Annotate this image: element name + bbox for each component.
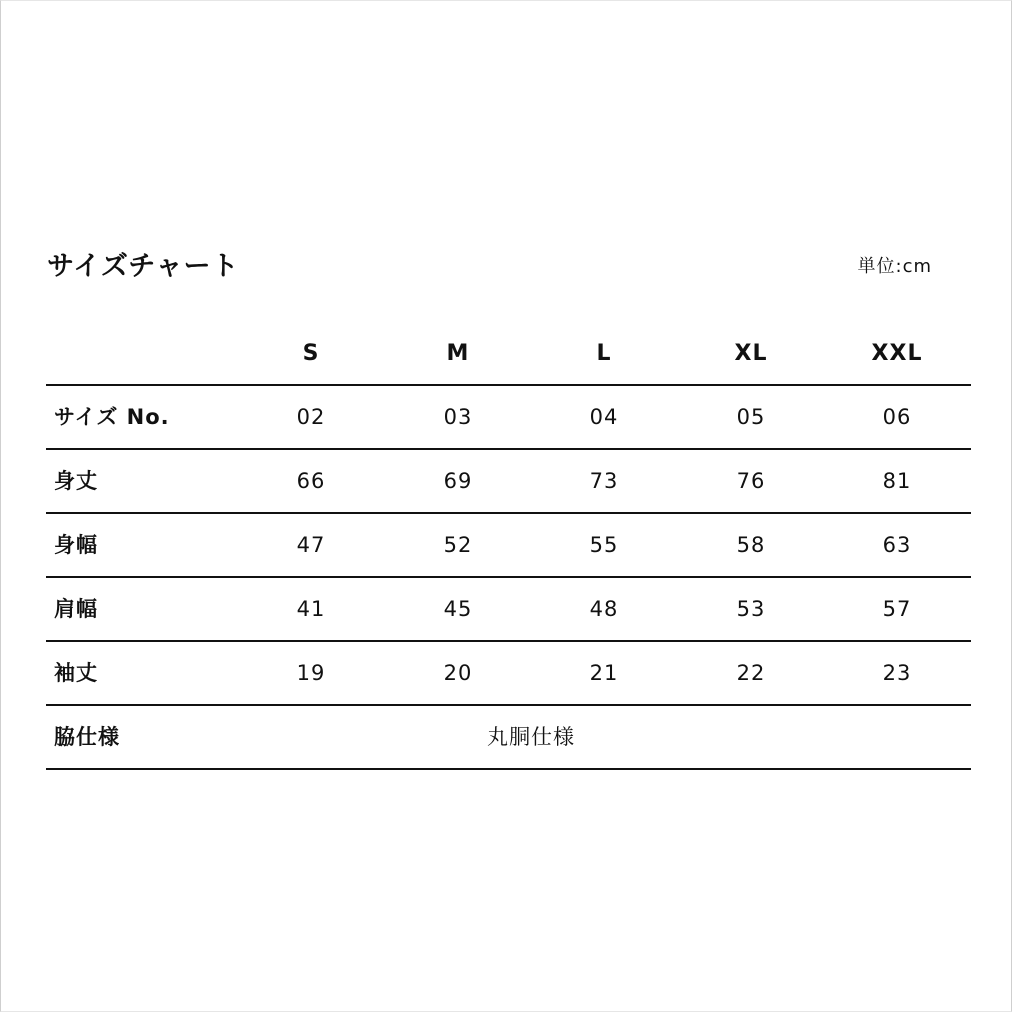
table-cell: 21	[589, 661, 619, 685]
table-cell: 63	[882, 533, 912, 557]
table-cell: 69	[443, 469, 473, 493]
row-label: サイズ No.	[54, 405, 170, 429]
table-cell: 45	[443, 597, 473, 621]
table-cell: 02	[296, 405, 326, 429]
table-row	[46, 706, 971, 770]
table-cell: 47	[296, 533, 326, 557]
unit-label: 単位:cm	[857, 256, 932, 277]
table-cell: 53	[736, 597, 766, 621]
table-cell: 58	[736, 533, 766, 557]
table-header-row	[46, 322, 971, 386]
table-cell: 57	[882, 597, 912, 621]
table-cell: 41	[296, 597, 326, 621]
page-title: サイズチャート	[47, 251, 240, 282]
row-label: 肩幅	[54, 597, 98, 621]
table-cell: 04	[589, 405, 619, 429]
row-label: 脇仕様	[54, 725, 120, 749]
table-cell: 55	[589, 533, 619, 557]
table-cell: 22	[736, 661, 766, 685]
table-cell: 76	[736, 469, 766, 493]
table-cell: 05	[736, 405, 766, 429]
column-header: XXL	[871, 341, 923, 366]
row-label: 身幅	[54, 533, 98, 557]
table-row	[46, 386, 971, 450]
column-header: M	[446, 341, 470, 366]
size-chart-table	[46, 322, 971, 770]
table-cell-spanning: 丸胴仕様	[487, 725, 575, 749]
table-cell: 81	[882, 469, 912, 493]
table-cell: 03	[443, 405, 473, 429]
table-cell: 20	[443, 661, 473, 685]
table-row	[46, 578, 971, 642]
column-header: XL	[734, 341, 768, 366]
row-label: 身丈	[54, 469, 98, 493]
table-cell: 66	[296, 469, 326, 493]
table-cell: 73	[589, 469, 619, 493]
column-header: S	[302, 341, 320, 366]
table-row	[46, 642, 971, 706]
table-cell: 23	[882, 661, 912, 685]
table-cell: 52	[443, 533, 473, 557]
table-cell: 06	[882, 405, 912, 429]
row-label: 袖丈	[54, 661, 98, 685]
table-row	[46, 514, 971, 578]
table-cell: 19	[296, 661, 326, 685]
column-header: L	[596, 341, 612, 366]
table-row	[46, 450, 971, 514]
table-cell: 48	[589, 597, 619, 621]
